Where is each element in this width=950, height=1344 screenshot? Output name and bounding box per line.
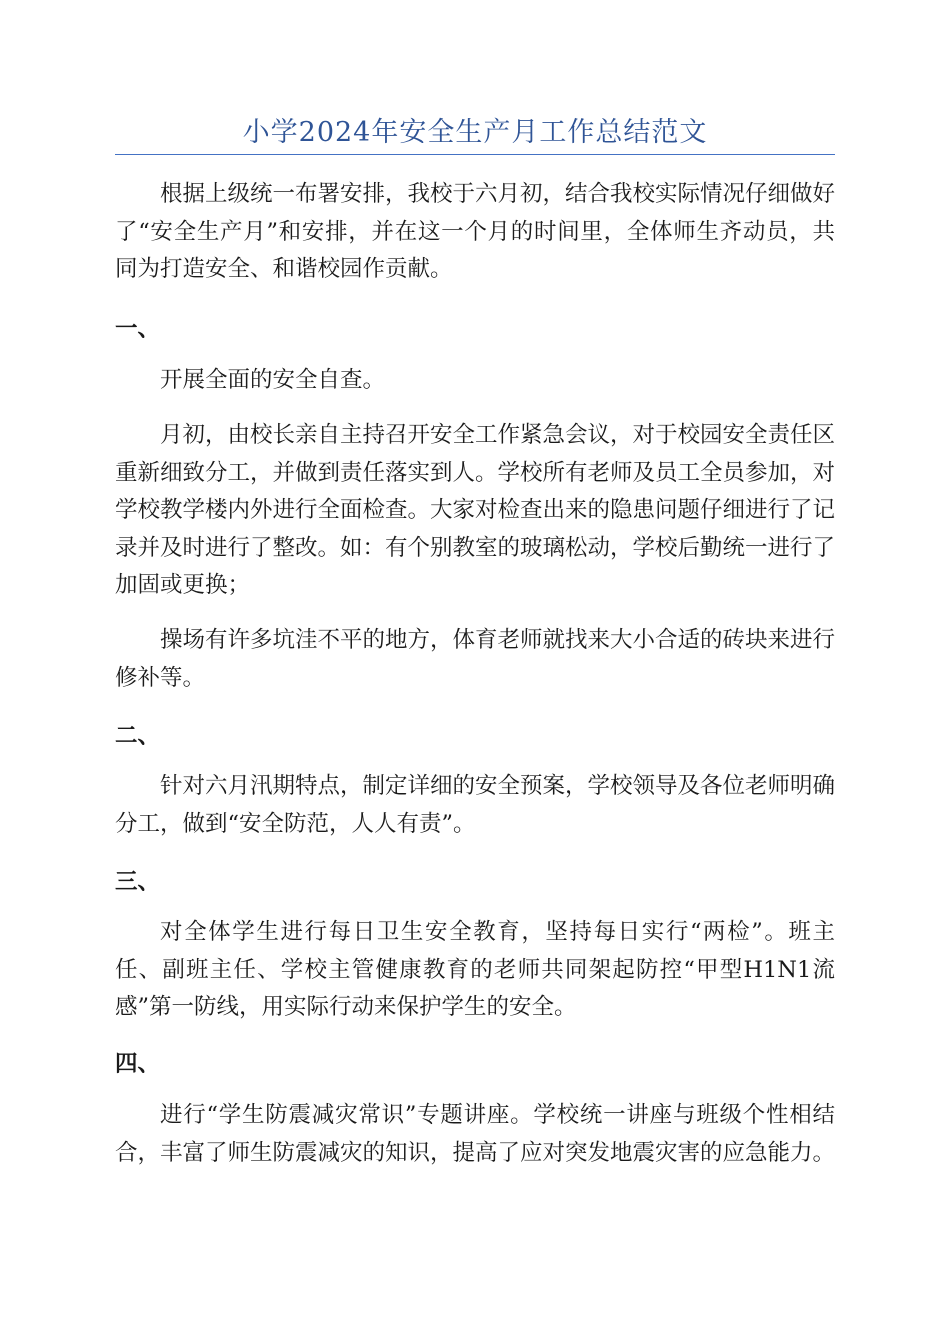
document-title: 小学2024年安全生产月工作总结范文 <box>242 117 708 148</box>
section-1-paragraph-2: 月初，由校长亲自主持召开安全工作紧急会议，对于校园安全责任区重新细致分工，并做到责任落实到人。学校所有老师及员工全员参加，对学校教学楼内外进行全面检查。大家对检查出来的隐患问题仔细进行了记录并及时进行了整改。如：有个别教室的玻璃松动，学校后勤统一进行了加固或更换； <box>115 422 836 598</box>
section-4-paragraph-1: 进行“学生防震减灾常识”专题讲座。学校统一讲座与班级个性相结合，丰富了师生防震减灾的知识，提高了应对突发地震灾害的应急能力。 <box>115 1102 836 1166</box>
section-3-paragraph-1: 对全体学生进行每日卫生安全教育，坚持每日实行“两检”。班主任、副班主任、学校主管健康教育的老师共同架起防控“甲型H1N1流感”第一防线，用实际行动来保护学生的安全。 <box>115 919 835 1020</box>
section-1-paragraph-3: 操场有许多坑洼不平的地方，体育老师就找来大小合适的砖块来进行修补等。 <box>115 627 836 691</box>
section-2-paragraph-1: 针对六月汛期特点，制定详细的安全预案，学校领导及各位老师明确分工，做到“安全防范，人人有责”。 <box>115 773 836 837</box>
section-4-heading: 四、 <box>115 1051 161 1077</box>
section-3-heading: 三、 <box>115 869 161 895</box>
title-underline <box>115 154 835 155</box>
section-2-heading: 二、 <box>115 723 161 749</box>
section-1-heading: 一、 <box>115 316 161 342</box>
section-1-paragraph-1: 开展全面的安全自查。 <box>160 367 386 393</box>
intro-paragraph: 根据上级统一布署安排，我校于六月初，结合我校实际情况仔细做好了“安全生产月”和安排，并在这一个月的时间里，全体师生齐动员，共同为打造安全、和谐校园作贡献。 <box>115 181 836 282</box>
